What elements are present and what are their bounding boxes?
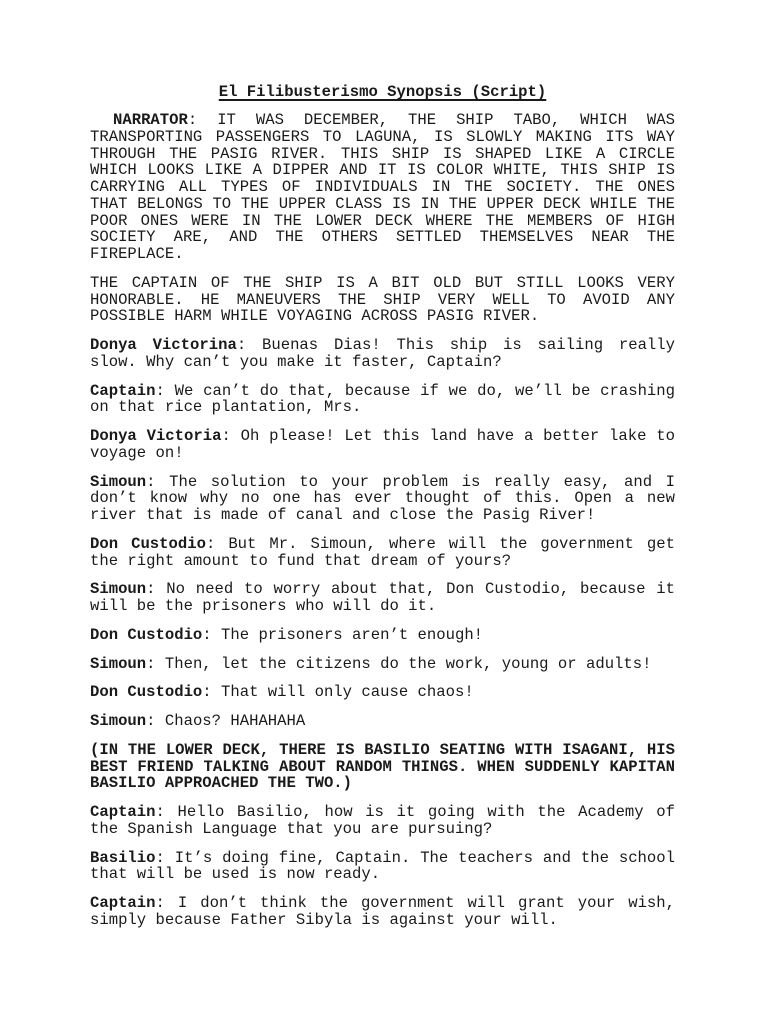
paragraph-text: We can’t do that, because if we do, we’ll be crashing on that rice plantation, Mrs. [90, 381, 675, 417]
dialogue-donya-victorina [90, 337, 675, 371]
document-title: El Filibusterismo Synopsis (Script) [218, 83, 547, 101]
speaker-name: Simoun [90, 712, 147, 730]
paragraph-text: The solution to your problem is really easy, and I don’t know why no one has ever thought of this. Open a new river that is made of canal and close the Pasig River! [90, 472, 676, 524]
speaker-name: Don Custodio [90, 534, 206, 553]
dialogue-captain [90, 804, 675, 838]
speaker-name: Basilio [90, 848, 156, 867]
dialogue-captain [90, 383, 675, 417]
speaker-name: Captain [90, 803, 156, 821]
speaker-name: Don Custodio [90, 683, 203, 702]
dialogue-simoun [90, 581, 675, 615]
dialogue-don-custodio [90, 536, 675, 570]
speaker-colon: : [155, 894, 178, 912]
speaker-name: Simoun [90, 472, 147, 491]
speaker-name: Don Custodio [90, 625, 203, 644]
dialogue-simoun [90, 656, 675, 673]
speaker-colon: : [236, 336, 262, 354]
paragraph-narrator [90, 112, 675, 263]
speaker-name: Donya Victorina [90, 336, 237, 354]
paragraph-text: Chaos? HAHAHAHA [164, 712, 306, 730]
paragraph-text: Then, let the citizens do the work, young or adults! [164, 654, 652, 673]
speaker-name: Captain [90, 381, 156, 400]
speaker-name: Simoun [90, 580, 147, 599]
paragraph-stage-direction [90, 742, 675, 792]
speaker-colon: : [205, 534, 229, 553]
paragraph-text: THE CAPTAIN OF THE SHIP IS A BIT OLD BUT STILL LOOKS VERY HONORABLE. HE MANEUVERS THE SHIP VERY WELL TO AVOID ANY POSSIBLE HARM WHILE VOYAGING ACROSS PASIG RIVER. [90, 273, 675, 326]
paragraph-text: (IN THE LOWER DECK, THERE IS BASILIO SEATING WITH ISAGANI, HIS BEST FRIEND TALKING ABOUT RANDOM THINGS. WHEN SUDDENLY KAPITAN BASILIO APPROACHED THE TWO.) [90, 740, 675, 793]
speaker-colon: : [146, 712, 165, 730]
dialogue-donya-victoria [90, 428, 675, 462]
dialogue-simoun [90, 474, 675, 524]
paragraph-description [90, 275, 675, 325]
paragraph-text: Buenas Dias! This ship is sailing really slow. Why can’t you make it faster, Captain? [90, 336, 676, 371]
paragraph-text: That will only cause chaos! [221, 683, 474, 702]
speaker-name: Captain [90, 894, 156, 912]
speaker-name: Simoun [90, 654, 147, 673]
dialogue-basilio [90, 850, 675, 884]
speaker-name: NARRATOR [113, 111, 188, 129]
speaker-colon: : [202, 625, 222, 644]
paragraph-text: Hello Basilio, how is it going with the Academy of the Spanish Language that you are pursuing? [90, 803, 676, 838]
speaker-colon: : [221, 427, 241, 445]
speaker-colon: : [155, 848, 175, 867]
dialogue-don-custodio [90, 627, 675, 644]
speaker-name: Donya Victoria [90, 427, 222, 445]
speaker-colon: : [202, 683, 222, 702]
paragraph-text: It’s doing fine, Captain. The teachers and the school that will be used is now ready. [90, 848, 675, 884]
dialogue-captain [90, 895, 675, 929]
dialogue-don-custodio [90, 684, 675, 701]
paragraph-text: Oh please! Let this land have a better lake to voyage on! [90, 427, 675, 462]
speaker-colon: : [146, 472, 170, 491]
speaker-colon: : [155, 803, 178, 821]
paragraph-text: But Mr. Simoun, where will the government get the right amount to fund that dream of yours? [90, 534, 675, 570]
paragraph-text: IT WAS DECEMBER, THE SHIP TABO, WHICH WAS TRANSPORTING PASSENGERS TO LAGUNA, IS SLOWLY MAKING ITS WAY THROUGH THE PASIG RIVER. THIS SHIP IS SHAPED LIKE A CIRCLE WHICH LOOKS LIKE A DIPPER AND IT IS COLOR WHITE, THIS SHIP IS CARRYING ALL TYPES OF INDIVIDUALS IN THE SOCIETY. THE ONES THAT BELONGS TO THE UPPER CLASS IS IN THE UPPER DECK WHILE THE POOR ONES WERE IN THE LOWER DECK WHERE THE MEMBERS OF HIGH SOCIETY ARE, AND THE OTHERS SETTLED THEMSELVES NEAR THE FIREPLACE. [90, 111, 675, 263]
dialogue-simoun [90, 713, 675, 730]
paragraph-text: No need to worry about that, Don Custodio, because it will be the prisoners who will do it. [90, 580, 675, 615]
paragraph-text: I don’t think the government will grant your wish, simply because Father Sibyla is against your will. [90, 894, 676, 929]
speaker-colon: : [155, 381, 175, 400]
speaker-colon: : [146, 580, 167, 599]
speaker-colon: : [187, 111, 218, 129]
speaker-colon: : [146, 654, 165, 673]
paragraph-text: The prisoners aren’t enough! [221, 625, 484, 644]
